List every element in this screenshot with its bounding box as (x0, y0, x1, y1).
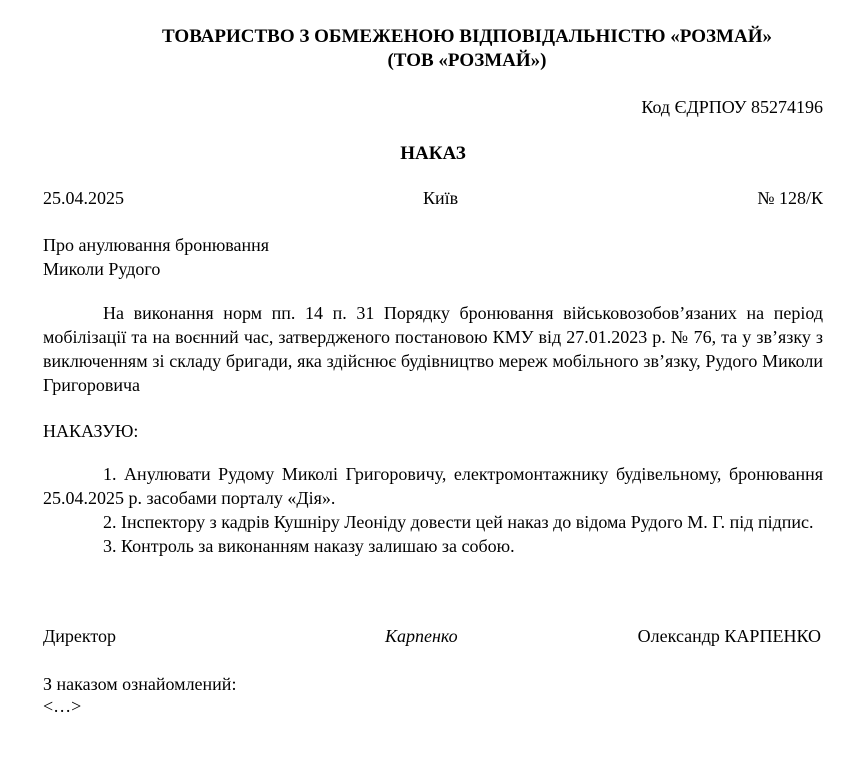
order-subject-line-2: Миколи Рудого (43, 259, 161, 279)
order-subject-line-1: Про анулювання бронювання (43, 235, 270, 255)
edrpou-code: Код ЄДРПОУ 85274196 (641, 97, 823, 117)
order-items (43, 462, 823, 558)
order-preamble: На виконання норм пп. 14 п. 31 Порядку бронювання військовозобов’язаних на період мобілізації та на воєнний час, затвердженого постановою КМУ від 27.01.2023 р. № 76, та у зв’язку з виключенням зі складу бригади, яка здійснює будівництво мереж мобільного зв’язку, Рудого Миколи Григоровича (43, 303, 823, 395)
order-item-3: 3. Контроль за виконанням наказу залишаю за собою. (103, 536, 515, 556)
order-city: Київ (423, 188, 459, 208)
decree-word: НАКАЗУЮ: (43, 421, 139, 441)
order-date: 25.04.2025 (43, 188, 124, 208)
order-number: № 128/К (757, 188, 823, 208)
signatory-name: Олександр КАРПЕНКО (637, 626, 821, 646)
handwritten-signature: Карпенко (385, 626, 458, 646)
order-item-1: 1. Анулювати Рудому Миколі Григоровичу, електромонтажнику будівельному, бронювання 25.04.2025 р. засобами порталу «Дія». (43, 464, 823, 508)
signatory-position: Директор (43, 626, 117, 646)
order-document (43, 0, 823, 759)
order-title: НАКАЗ (400, 143, 466, 164)
company-short-name: (ТОВ «РОЗМАЙ») (387, 50, 547, 71)
order-item-2: 2. Інспектору з кадрів Кушніру Леоніду довести цей наказ до відома Рудого М. Г. під підпис. (103, 512, 814, 532)
acknowledgement-label: З наказом ознайомлений: (43, 674, 237, 694)
acknowledgement-placeholder: <…> (43, 696, 82, 716)
company-name: ТОВАРИСТВО З ОБМЕЖЕНОЮ ВІДПОВІДАЛЬНІСТЮ «РОЗМАЙ» (162, 26, 772, 47)
signature-block (43, 624, 823, 648)
order-meta (43, 186, 823, 210)
